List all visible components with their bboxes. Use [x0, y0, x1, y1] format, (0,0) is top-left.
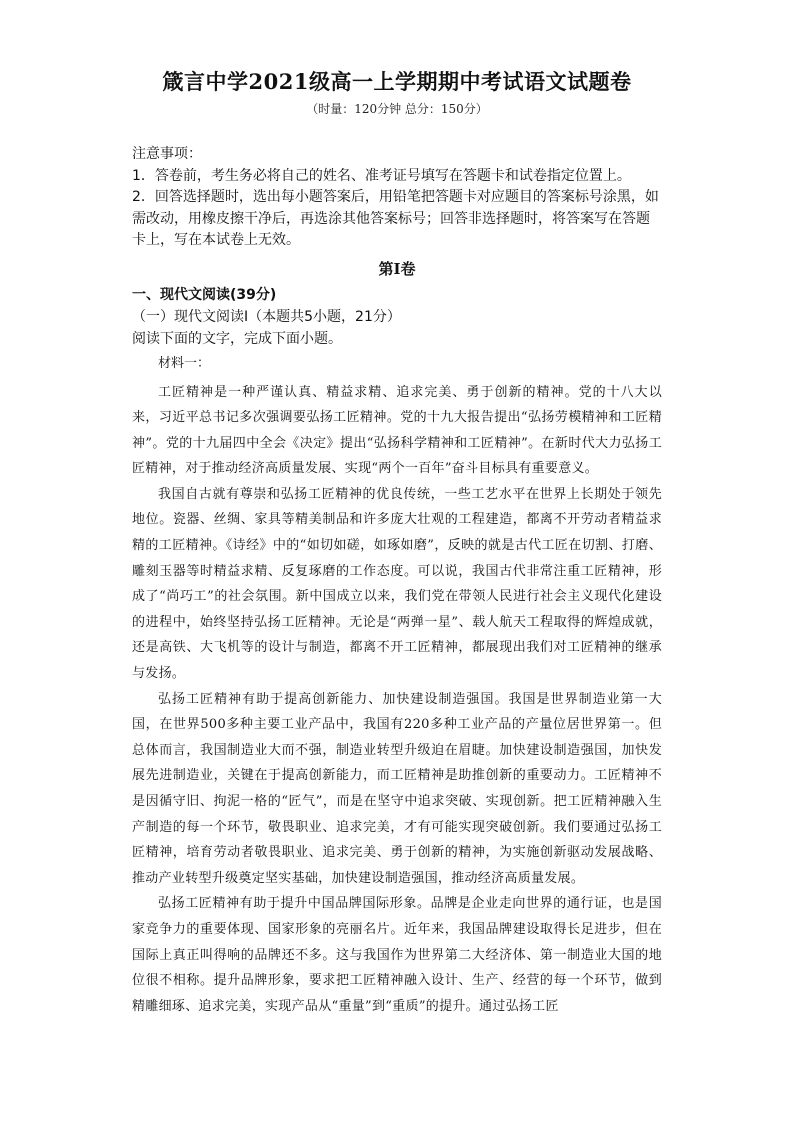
paragraph-2: 我国自古就有尊崇和弘扬工匠精神的优良传统，一些工艺水平在世界上长期处于领先地位。瓷器、丝绸、家具等精美制品和许多庞大壮观的工程建造，都离不开劳动者精益求精的工匠精神。《诗经》中的“如切如磋，如琢如磨”，反映的就是古代工匠在切割、打磨、雕刻玉器等时精益求精、反复琢磨的工作态度。可以说，我国古代非常注重工匠精神，形成了“尚巧工”的社会氛围。新中国成立以来，我们党在带领人民进行社会主义现代化建设的进程中，始终坚持弘扬工匠精神。无论是“两弹一星”、载人航天工程取得的辉煌成就，还是高铁、大飞机等的设计与制造，都离不开工匠精神，都展现出我们对工匠精神的继承与发扬。: [132, 486, 662, 682]
exam-subtitle: （时量：120分钟 总分：150分）: [306, 102, 488, 116]
paragraph-4: 弘扬工匠精神有助于提升中国品牌国际形象。品牌是企业走向世界的通行证，也是国家竞争力的重要体现、国家形象的亮丽名片。近年来，我国品牌建设取得长足进步，但在国际上真正叫得响的品牌还不多。这与我国作为世界第二大经济体、第一制造业大国的地位很不相称。提升品牌形象，要求把工匠精神融入设计、生产、经营的每一个环节，做到精雕细琢、追求完美，实现产品从“重量”到“重质”的提升。通过弘扬工匠: [132, 896, 662, 1014]
paragraph-3: 弘扬工匠精神有助于提高创新能力、加快建设制造强国。我国是世界制造业第一大国，在世界500多种主要工业产品中，我国有220多种工业产品的产量位居世界第一。但总体而言，我国制造业大而不强，制造业转型升级迫在眉睫。加快建设制造强国，加快发展先进制造业，关键在于提高创新能力，而工匠精神是助推创新的重要动力。工匠精神不是因循守旧、拘泥一格的“匠气”，而是在坚守中追求突破、实现创新。把工匠精神融入生产制造的每一个环节，敬畏职业、追求完美，才有可能实现突破创新。我们要通过弘扬工匠精神，培育劳动者敬畏职业、追求完美、勇于创新的精神，为实施创新驱动发展战略、推动产业转型升级奠定坚实基础，加快建设制造强国，推动经济高质量发展。: [132, 691, 662, 886]
instruction: 阅读下面的文字，完成下面小题。: [132, 330, 342, 347]
section-title: 第Ⅰ卷: [378, 259, 416, 278]
material-label: 材料一：: [158, 355, 211, 371]
notes-item-2: 2．回答选择题时，选出每小题答案后，用铅笔把答题卡对应题目的答案标号涂黑，如需改动，用橡皮擦干净后，再选涂其他答案标号；回答非选择题时，将答案写在答题卡上，写在本试卷上无效。: [132, 189, 659, 248]
exam-title: 箴言中学2021级高一上学期期中考试语文试题卷: [162, 69, 632, 94]
notes-item-1: 1．答卷前，考生务必将自己的姓名、准考证号填写在答题卡和试卷指定位置上。: [132, 167, 631, 184]
paragraph-1: 工匠精神是一种严谨认真、精益求精、追求完美、勇于创新的精神。党的十八大以来，习近平总书记多次强调要弘扬工匠精神。党的十九大报告提出“弘扬劳模精神和工匠精神”。党的十九届四中全会《决定》提出“弘扬科学精神和工匠精神”。在新时代大力弘扬工匠精神，对于推动经济高质量发展、实现“两个一百年”奋斗目标具有重要意义。: [132, 384, 662, 477]
sub-heading: （一）现代文阅读Ⅰ（本题共5小题，21分）: [132, 308, 401, 325]
notes-block: [132, 144, 662, 252]
part-heading: 一、现代文阅读(39分): [132, 286, 277, 303]
notes-heading: 注意事项：: [132, 146, 202, 162]
